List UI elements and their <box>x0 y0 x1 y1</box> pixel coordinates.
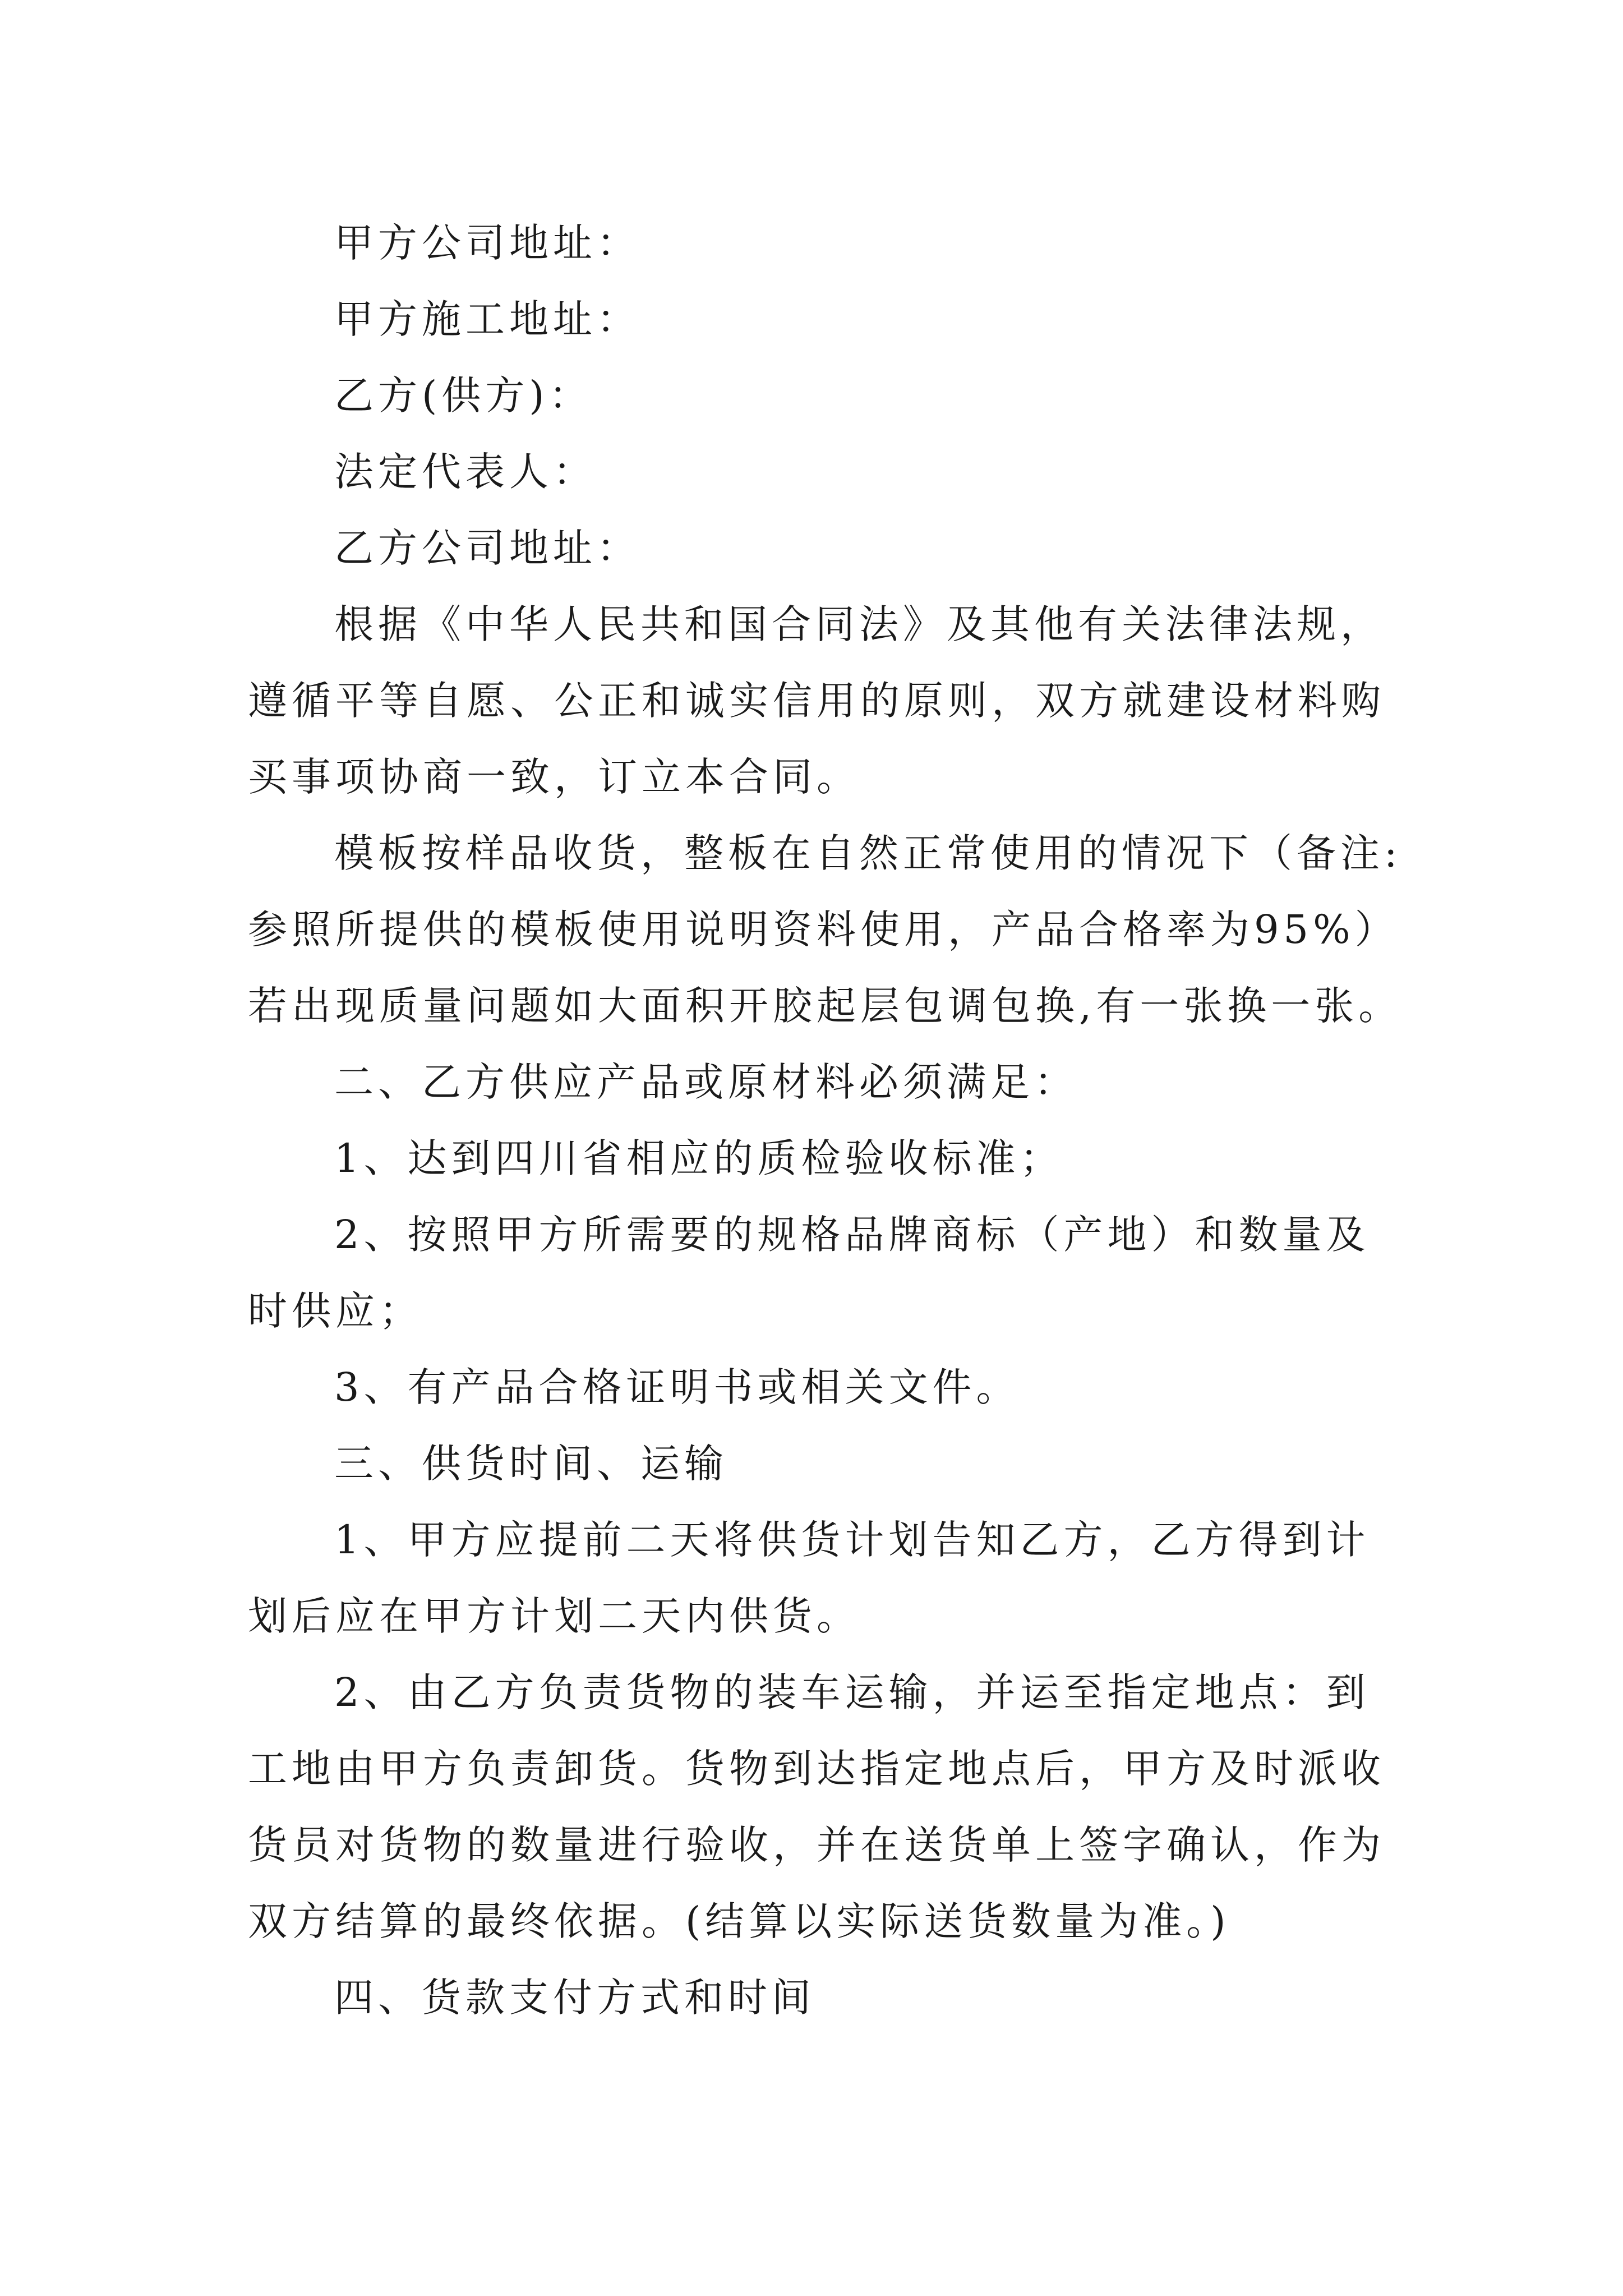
text-line: 工地由甲方负责卸货。货物到达指定地点后，甲方及时派收 <box>248 1746 1385 1792</box>
text-line: 时供应； <box>248 1288 423 1334</box>
text-line: 模板按样品收货，整板在自然正常使用的情况下（备注: <box>334 830 1402 876</box>
text-line: 买事项协商一致，订立本合同。 <box>248 754 860 800</box>
text-line: 2、由乙方负责货物的装车运输，并运至指定地点：到 <box>334 1669 1370 1715</box>
text-line: 遵循平等自愿、公正和诚实信用的原则，双方就建设材料购 <box>248 678 1385 724</box>
text-line: 参照所提供的模板使用说明资料使用，产品合格率为95%） <box>248 907 1399 953</box>
text-line: 2、按照甲方所需要的规格品牌商标（产地）和数量及 <box>334 1212 1370 1258</box>
text-line: 法定代表人： <box>334 449 597 495</box>
section-heading: 四、货款支付方式和时间 <box>334 1975 815 2021</box>
text-line: 双方结算的最终依据。(结算以实际送货数量为准。) <box>248 1898 1230 1944</box>
section-heading: 三、供货时间、运输 <box>334 1441 728 1487</box>
text-line: 若出现质量问题如大面积开胶起层包调包换,有一张换一张。 <box>248 983 1403 1029</box>
text-line: 甲方施工地址： <box>334 296 640 342</box>
text-line: 乙方(供方)： <box>334 372 593 418</box>
section-heading: 二、乙方供应产品或原材料必须满足： <box>334 1059 1078 1105</box>
text-line: 根据《中华人民共和国合同法》及其他有关法律法规， <box>334 601 1384 647</box>
text-line: 3、有产品合格证明书或相关文件。 <box>334 1364 1020 1410</box>
text-line: 划后应在甲方计划二天内供货。 <box>248 1593 860 1639</box>
text-line: 1、达到四川省相应的质检验收标准； <box>334 1135 1064 1181</box>
text-line: 货员对货物的数量进行验收，并在送货单上签字确认，作为 <box>248 1822 1385 1868</box>
text-line: 1、甲方应提前二天将供货计划告知乙方，乙方得到计 <box>334 1517 1370 1563</box>
text-line: 甲方公司地址： <box>334 220 640 266</box>
text-line: 乙方公司地址： <box>334 525 640 571</box>
